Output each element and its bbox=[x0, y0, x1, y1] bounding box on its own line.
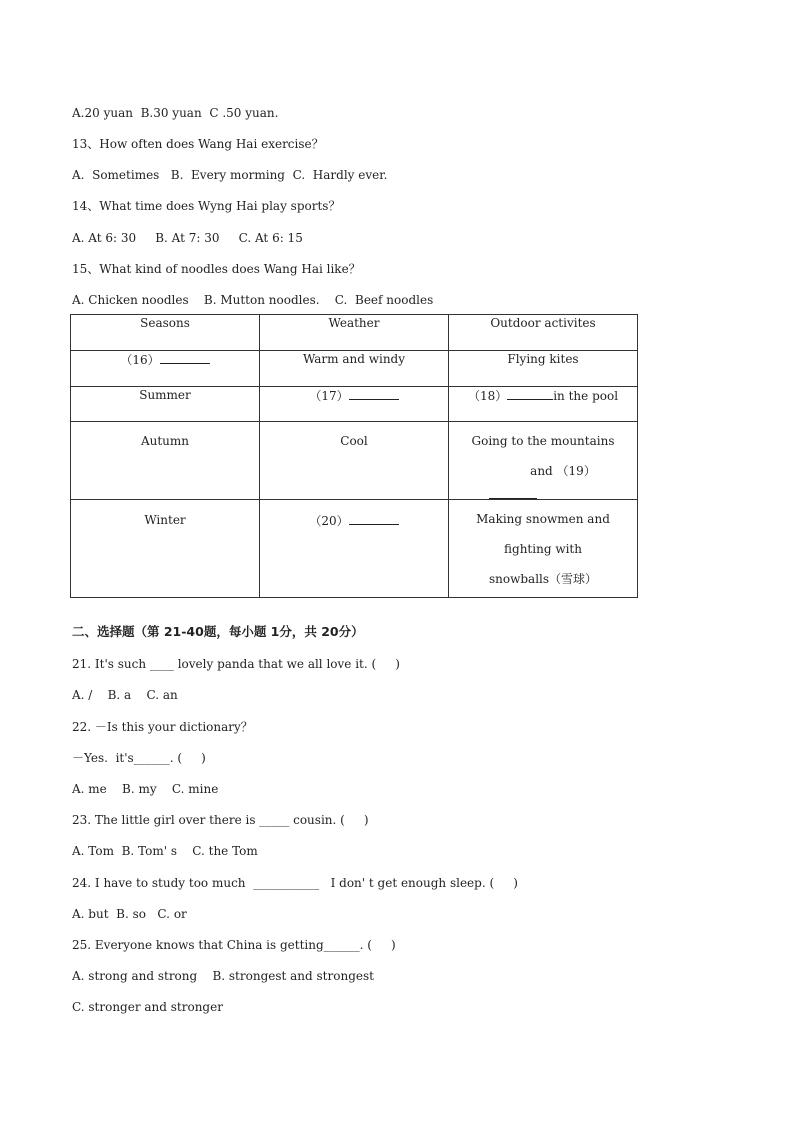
activity-cell bbox=[449, 387, 638, 422]
q22-answer: －Yes. it's______. ( ) bbox=[72, 751, 206, 765]
table-row bbox=[71, 500, 638, 598]
activity-cell: Flying kites bbox=[449, 351, 638, 387]
blank-number-19: and （19） bbox=[530, 464, 596, 478]
activity-line-1: Going to the mountains bbox=[471, 434, 615, 448]
q23-question: 23. The little girl over there is _____ cousin. ( ) bbox=[72, 813, 369, 827]
q24-question: 24. I have to study too much ___________ I don' t get enough sleep. ( ) bbox=[72, 876, 518, 890]
table-header-row bbox=[71, 315, 638, 351]
weather-blank-line bbox=[260, 500, 448, 529]
activity-line-1: Making snowmen and bbox=[476, 512, 610, 526]
q14-question: 14、What time does Wyng Hai play sports？ bbox=[72, 199, 341, 213]
q22-options: A. me B. my C. mine bbox=[72, 782, 219, 796]
q21-question: 21. It's such ____ lovely panda that we all love it. ( ) bbox=[72, 657, 400, 671]
answer-blank-17[interactable] bbox=[349, 387, 399, 400]
q23-options: A. Tom B. Tom' s C. the Tom bbox=[72, 844, 258, 858]
blank-number-16: （16） bbox=[120, 353, 160, 367]
season-cell bbox=[71, 422, 260, 500]
activity-line-3: snowballs（雪球） bbox=[488, 572, 598, 586]
activity-lines bbox=[449, 500, 637, 594]
blank-number-18: （18） bbox=[467, 389, 508, 403]
season-label: Autumn bbox=[140, 434, 190, 448]
weather-label: Cool bbox=[340, 434, 368, 448]
q13-options: A. Sometimes B. Every morming C. Hardly ever. bbox=[72, 168, 388, 182]
q24-options: A. but B. so C. or bbox=[72, 907, 187, 921]
q15-options: A. Chicken noodles B. Mutton noodles. C. Beef noodles bbox=[72, 293, 434, 307]
seasons-table bbox=[70, 314, 638, 598]
blank-number-17: （17） bbox=[309, 389, 349, 403]
answer-blank-16[interactable] bbox=[160, 351, 210, 364]
activity-lines bbox=[449, 422, 637, 499]
table-row bbox=[71, 351, 638, 387]
weather-cell bbox=[260, 387, 449, 422]
q25-option-c: C. stronger and stronger bbox=[72, 1000, 223, 1014]
weather-cell bbox=[260, 500, 449, 598]
table-row bbox=[71, 422, 638, 500]
answer-blank-18[interactable] bbox=[507, 387, 553, 400]
answer-blank-19[interactable] bbox=[489, 486, 537, 499]
activity-line-2: fighting with bbox=[504, 542, 582, 556]
q14-options: A. At 6: 30 B. At 7: 30 C. At 6: 15 bbox=[72, 231, 303, 245]
answer-blank-20[interactable] bbox=[349, 512, 399, 525]
header-outdoor-activities: Outdoor activites bbox=[449, 315, 638, 351]
q21-options: A. / B. a C. an bbox=[72, 688, 178, 702]
q15-question: 15、What kind of noodles does Wang Hai like？ bbox=[72, 262, 361, 276]
header-seasons: Seasons bbox=[71, 315, 260, 351]
q22-question: 22. －Is this your dictionary？ bbox=[72, 720, 253, 734]
q25-options-ab: A. strong and strong B. strongest and strongest bbox=[72, 969, 374, 983]
season-cell bbox=[71, 500, 260, 598]
weather-cell bbox=[260, 422, 449, 500]
season-label: Winter bbox=[144, 513, 186, 527]
season-cell: Summer bbox=[71, 387, 260, 422]
q13-question: 13、How often does Wang Hai exercise？ bbox=[72, 137, 324, 151]
weather-cell: Warm and windy bbox=[260, 351, 449, 387]
season-cell bbox=[71, 351, 260, 387]
activity-suffix: in the pool bbox=[553, 389, 619, 403]
table-row bbox=[71, 387, 638, 422]
blank-number-20: （20） bbox=[309, 514, 349, 528]
activity-cell bbox=[449, 500, 638, 598]
activity-cell bbox=[449, 422, 638, 500]
header-weather: Weather bbox=[260, 315, 449, 351]
section-heading: 二、选择题（第 21-40题，每小题 1分，共 20分） bbox=[72, 624, 364, 639]
q12-options: A.20 yuan B.30 yuan C .50 yuan. bbox=[72, 106, 279, 120]
activity-line-2 bbox=[449, 456, 637, 499]
q25-question: 25. Everyone knows that China is getting______. ( ) bbox=[72, 938, 396, 952]
